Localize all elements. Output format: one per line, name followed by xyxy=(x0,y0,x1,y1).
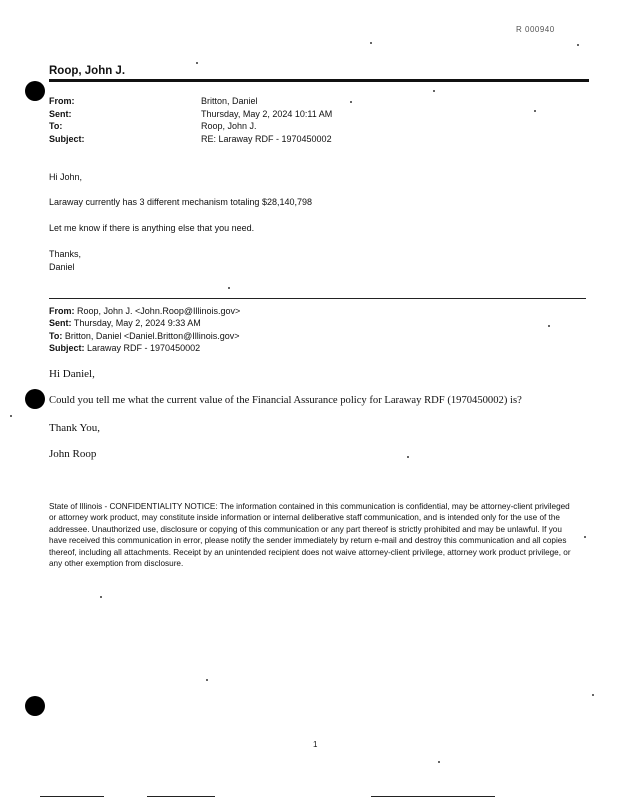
footer-rule-left xyxy=(40,796,104,797)
page-number: 1 xyxy=(313,740,318,749)
fwd-signature: John Roop xyxy=(49,448,97,460)
scan-speck xyxy=(438,761,440,763)
punch-hole-bottom xyxy=(25,696,45,716)
scan-speck xyxy=(534,110,536,112)
punch-hole-top xyxy=(25,81,45,101)
scan-speck xyxy=(548,325,550,327)
fwd-to-value: Britton, Daniel <Daniel.Britton@Illinois.gov> xyxy=(64,331,240,341)
reply-line-2: Let me know if there is anything else that you need. xyxy=(49,223,255,233)
reply-greeting: Hi John, xyxy=(49,172,83,182)
fwd-to-label: To: xyxy=(49,331,63,341)
reply-line-1: Laraway currently has 3 different mechanism totaling $28,140,798 xyxy=(49,197,312,207)
scan-speck xyxy=(584,536,586,538)
mailbox-owner-name: Roop, John J. xyxy=(49,65,126,77)
header-rule xyxy=(49,79,589,82)
fwd-sent-label: Sent: xyxy=(49,318,72,328)
fwd-subject-value: Laraway RDF - 1970450002 xyxy=(87,343,201,353)
to-value: Roop, John J. xyxy=(201,121,257,131)
fwd-subject xyxy=(49,343,200,353)
reply-signature: Daniel xyxy=(49,262,75,272)
fwd-greeting: Hi Daniel, xyxy=(49,368,95,380)
from-value: Britton, Daniel xyxy=(201,96,258,106)
scan-speck xyxy=(433,90,435,92)
fwd-from xyxy=(49,306,240,316)
fwd-from-value: Roop, John J. <John.Roop@Illinois.gov> xyxy=(77,306,241,316)
subject-label: Subject: xyxy=(49,134,85,144)
fwd-subject-label: Subject: xyxy=(49,343,85,353)
scan-speck xyxy=(350,101,352,103)
confidentiality-notice: State of Illinois - CONFIDENTIALITY NOTICE: The information contained in this communication is confidential, may be attorney-client privileged or attorney work product, may constitute inside information or internal deliberative staff communication, and is intended only for the use of the addressee. Unauthorized use, disclosure or copying of this communication or any part thereof is strictly prohibited and may be unlawful. If you have received this communication in error, please notify the sender immediately by return e-mail and destroy this communication and all copies thereof, including all attachments. Receipt by an unintended recipient does not waive attorney-client privilege, attorney work product privilege, or any other exemption from disclosure. xyxy=(49,502,571,569)
fwd-closing: Thank You, xyxy=(49,422,101,434)
scan-speck xyxy=(100,596,102,598)
footer-rule-center xyxy=(147,796,215,797)
scan-speck xyxy=(228,287,230,289)
scan-speck xyxy=(206,679,208,681)
fwd-question: Could you tell me what the current value of the Financial Assurance policy for Laraway RDF (1970450002) is? xyxy=(49,395,522,406)
scan-speck xyxy=(407,456,409,458)
sent-label: Sent: xyxy=(49,109,72,119)
scan-speck xyxy=(196,62,198,64)
reply-signoff: Thanks, xyxy=(49,249,82,259)
to-label: To: xyxy=(49,121,63,131)
bates-number: R 000940 xyxy=(516,25,555,34)
footer-rule-right xyxy=(371,796,495,797)
scan-speck xyxy=(10,415,12,417)
fwd-to xyxy=(49,331,240,341)
from-label: From: xyxy=(49,96,75,106)
separator-rule xyxy=(49,298,586,299)
sent-value: Thursday, May 2, 2024 10:11 AM xyxy=(201,109,333,119)
punch-hole-middle xyxy=(25,389,45,409)
scan-speck xyxy=(370,42,372,44)
fwd-sent xyxy=(49,318,201,328)
scan-speck xyxy=(577,44,579,46)
fwd-sent-value: Thursday, May 2, 2024 9:33 AM xyxy=(73,318,201,328)
fwd-from-label: From: xyxy=(49,306,75,316)
subject-value: RE: Laraway RDF - 1970450002 xyxy=(201,134,332,144)
scan-speck xyxy=(592,694,594,696)
